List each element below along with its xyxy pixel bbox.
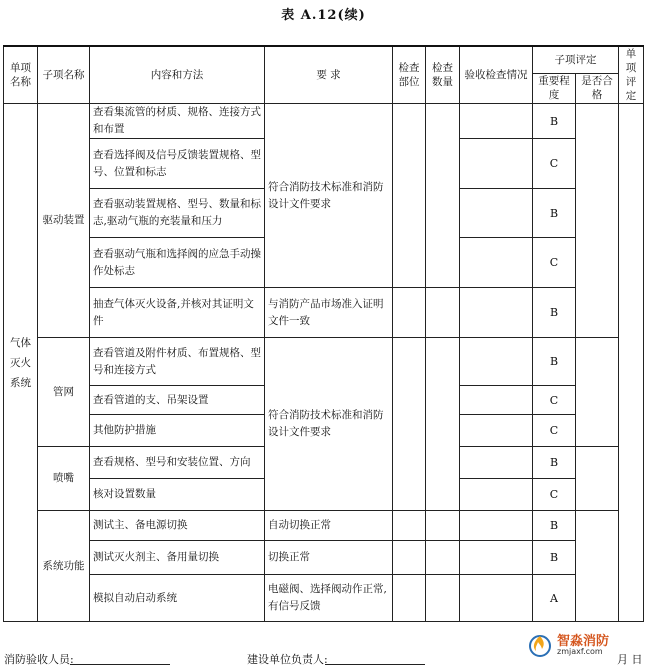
content-cell: 查看驱动装置规格、型号、数量和标志,驱动气瓶的充装量和压力 [90,189,265,238]
importance-grade: B [533,447,576,479]
header-pass: 是否合格 [576,73,619,103]
acceptance-cell[interactable] [460,386,533,415]
acceptance-cell[interactable] [460,479,533,511]
acceptance-cell[interactable] [460,338,533,386]
importance-grade: B [533,541,576,575]
logo-name: 智淼消防 [557,634,610,649]
content-cell: 查看规格、型号和安装位置、方向 [90,447,265,479]
check-position-cell[interactable] [393,575,426,622]
check-position-cell[interactable] [393,288,426,338]
importance-grade: B [533,104,576,139]
builder-label: 建设单位负责人: [247,653,328,666]
group-name-pipe: 管网 [38,338,90,447]
importance-grade: A [533,575,576,622]
inspector-label: 消防验收人员: [4,653,74,666]
content-cell: 查看管道及附件材质、布置规格、型号和连接方式 [90,338,265,386]
header-unit-name: 单项名称 [4,46,38,104]
requirement-cell: 电磁阀、选择阀动作正常,有信号反馈 [265,575,393,622]
importance-grade: C [533,386,576,415]
unit-eval-cell[interactable] [619,104,644,622]
check-count-cell[interactable] [426,288,460,338]
builder-signature-line[interactable] [325,664,425,665]
requirement-cell: 符合消防技术标准和消防设计文件要求 [265,338,393,511]
importance-grade: C [533,238,576,288]
acceptance-cell[interactable] [460,288,533,338]
header-acceptance: 验收检查情况 [460,46,533,104]
content-cell: 抽查气体灭火设备,并核对其证明文件 [90,288,265,338]
check-count-cell[interactable] [426,541,460,575]
check-count-cell[interactable] [426,338,460,511]
header-requirement: 要 求 [265,46,393,104]
header-content: 内容和方法 [90,46,265,104]
check-count-cell[interactable] [426,104,460,288]
content-cell: 测试主、备电源切换 [90,511,265,541]
header-sub-name: 子项名称 [38,46,90,104]
requirement-cell: 切换正常 [265,541,393,575]
content-cell: 查看管道的支、吊架设置 [90,386,265,415]
group-name-drive: 驱动装置 [38,104,90,338]
acceptance-cell[interactable] [460,139,533,189]
content-cell: 其他防护措施 [90,415,265,447]
check-position-cell[interactable] [393,541,426,575]
group-name-system: 系统功能 [38,511,90,622]
check-position-cell[interactable] [393,104,426,288]
importance-grade: B [533,189,576,238]
acceptance-table [3,45,644,622]
unit-name-text: 气体灭火系统 [10,336,31,389]
check-position-cell[interactable] [393,338,426,511]
acceptance-cell[interactable] [460,238,533,288]
content-cell: 查看驱动气瓶和选择阀的应急手动操作处标志 [90,238,265,288]
importance-grade: B [533,338,576,386]
header-unit-eval: 单项评定 [619,46,644,104]
requirement-cell: 自动切换正常 [265,511,393,541]
acceptance-cell[interactable] [460,511,533,541]
acceptance-cell[interactable] [460,447,533,479]
acceptance-cell[interactable] [460,541,533,575]
content-cell: 查看选择阀及信号反馈装置规格、型号、位置和标志 [90,139,265,189]
header-check-position: 检查部位 [393,46,426,104]
table-title: 表 A.12(续) [281,8,366,23]
header-check-count: 检查数量 [426,46,460,104]
date-label: 月 日 [617,653,643,666]
importance-grade: B [533,511,576,541]
content-cell: 查看集流管的材质、规格、连接方式和布置 [90,104,265,139]
importance-grade: B [533,288,576,338]
pass-cell[interactable] [576,511,619,622]
group-name-nozzle: 喷嘴 [38,447,90,511]
requirement-cell: 与消防产品市场准入证明文件一致 [265,288,393,338]
logo-url: zmjaxf.com [557,647,603,656]
pass-cell[interactable] [576,338,619,447]
content-cell: 核对设置数量 [90,479,265,511]
requirement-cell: 符合消防技术标准和消防设计文件要求 [265,104,393,288]
acceptance-cell[interactable] [460,104,533,139]
check-count-cell[interactable] [426,511,460,541]
flame-logo-icon [527,632,553,658]
check-count-cell[interactable] [426,575,460,622]
check-position-cell[interactable] [393,511,426,541]
acceptance-cell[interactable] [460,415,533,447]
acceptance-cell[interactable] [460,189,533,238]
importance-grade: C [533,139,576,189]
content-cell: 模拟自动启动系统 [90,575,265,622]
importance-grade: C [533,415,576,447]
header-sub-eval: 子项评定 [533,46,619,73]
content-cell: 测试灭火剂主、备用量切换 [90,541,265,575]
unit-name-cell [4,104,38,622]
pass-cell[interactable] [576,447,619,511]
pass-cell[interactable] [576,104,619,338]
header-importance: 重要程度 [533,73,576,103]
inspector-signature-line[interactable] [70,664,170,665]
acceptance-cell[interactable] [460,575,533,622]
brand-logo [527,630,619,662]
importance-grade: C [533,479,576,511]
